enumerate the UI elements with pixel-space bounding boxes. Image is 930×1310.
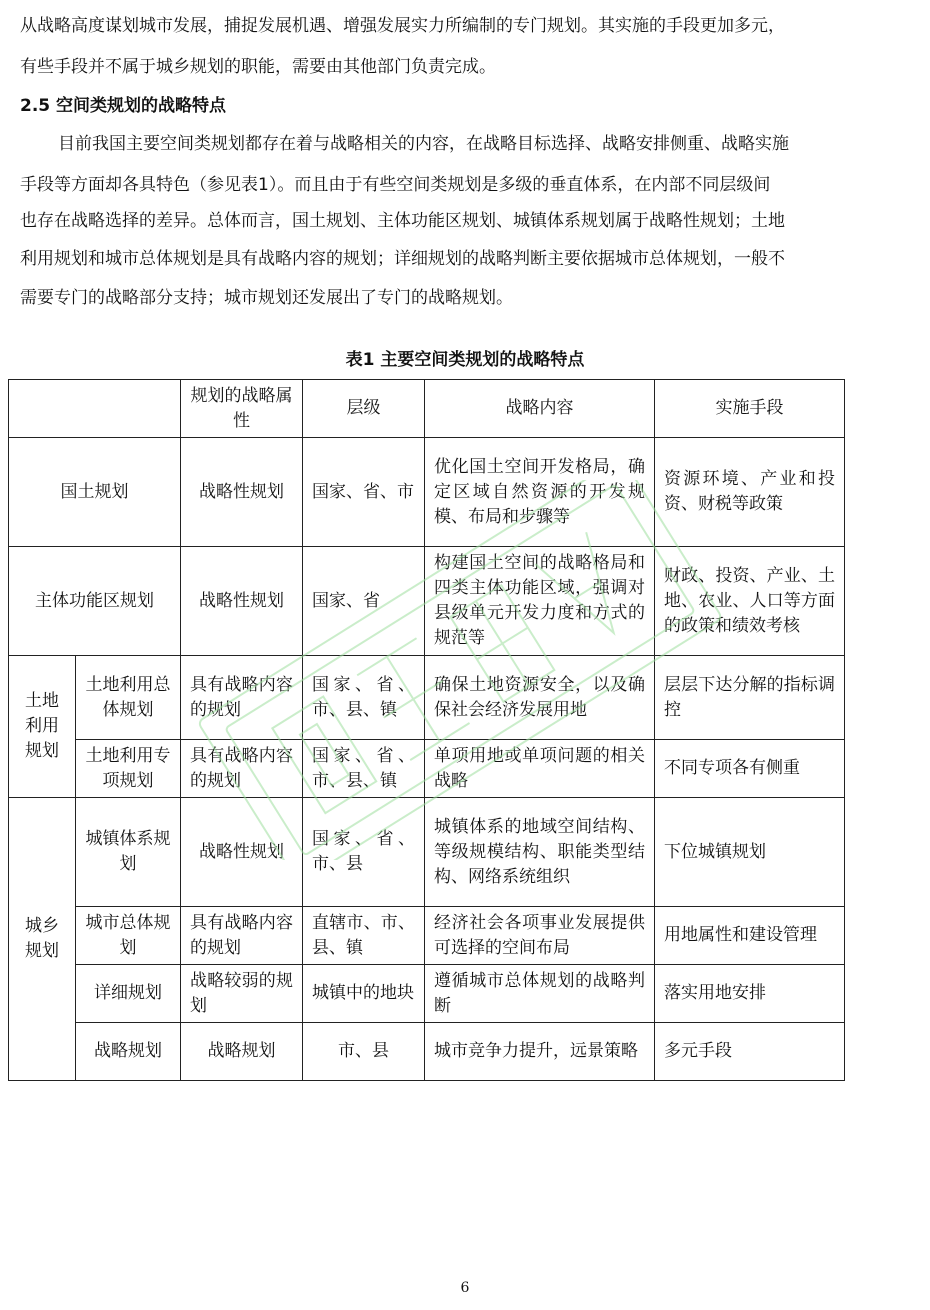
- row-level-cell: 市、县: [303, 1023, 425, 1081]
- row-content-cell: 单项用地或单项问题的相关战略: [425, 740, 655, 798]
- row-attr-cell: 战略性规划: [181, 438, 303, 547]
- row-name-cell: 详细规划: [76, 965, 181, 1023]
- row-level-cell: 国家、省、市: [303, 438, 425, 547]
- group-label-cell: 土地利用规划: [9, 656, 76, 798]
- row-content-cell: 城市竞争力提升，远景策略: [425, 1023, 655, 1081]
- table-row: [9, 907, 845, 965]
- row-content-cell: 遵循城市总体规划的战略判断: [425, 965, 655, 1023]
- section-heading: 2.5 空间类规划的战略特点: [20, 96, 227, 116]
- table-row: [9, 798, 845, 907]
- row-level-cell: 国家、省: [303, 547, 425, 656]
- table-header-row: [9, 380, 845, 438]
- text-line: 需要专门的战略部分支持；城市规划还发展出了专门的战略规划。: [20, 288, 513, 308]
- row-level-cell: 国家、省、市、县、镇: [303, 740, 425, 798]
- row-content-cell: 城镇体系的地域空间结构、等级规模结构、职能类型结构、网络系统组织: [425, 798, 655, 907]
- row-attr-cell: 战略性规划: [181, 798, 303, 907]
- row-name-cell: 战略规划: [76, 1023, 181, 1081]
- row-level-cell: 城镇中的地块: [303, 965, 425, 1023]
- header-cell-attr: 规划的战略属性: [181, 380, 303, 438]
- header-cell-empty: [9, 380, 181, 438]
- row-name-cell: 国土规划: [9, 438, 181, 547]
- row-level-cell: 国家、省、市、县、镇: [303, 656, 425, 740]
- header-cell-means: 实施手段: [655, 380, 845, 438]
- strategy-table: [8, 379, 845, 1081]
- table-row: [9, 740, 845, 798]
- text-line: 也存在战略选择的差异。总体而言，国土规划、主体功能区规划、城镇体系规划属于战略性规划；土地: [20, 211, 785, 231]
- row-means-cell: 下位城镇规划: [655, 798, 845, 907]
- row-name-cell: 主体功能区规划: [9, 547, 181, 656]
- table-row: [9, 547, 845, 656]
- table-row: [9, 965, 845, 1023]
- row-means-cell: 不同专项各有侧重: [655, 740, 845, 798]
- text-line: 有些手段并不属于城乡规划的职能，需要由其他部门负责完成。: [20, 57, 496, 77]
- text-line: 目前我国主要空间类规划都存在着与战略相关的内容，在战略目标选择、战略安排侧重、战略实施: [58, 134, 789, 154]
- table-row: [9, 438, 845, 547]
- header-cell-level: 层级: [303, 380, 425, 438]
- row-means-cell: 财政、投资、产业、土地、农业、人口等方面的政策和绩效考核: [655, 547, 845, 656]
- row-content-cell: 经济社会各项事业发展提供可选择的空间布局: [425, 907, 655, 965]
- row-attr-cell: 具有战略内容的规划: [181, 740, 303, 798]
- row-attr-cell: 具有战略内容的规划: [181, 907, 303, 965]
- row-level-cell: 国家、省、市、县: [303, 798, 425, 907]
- row-means-cell: 资源环境、产业和投资、财税等政策: [655, 438, 845, 547]
- row-attr-cell: 战略较弱的规划: [181, 965, 303, 1023]
- text-line: 从战略高度谋划城市发展，捕捉发展机遇、增强发展实力所编制的专门规划。其实施的手段更加多元，: [20, 16, 785, 36]
- row-content-cell: 构建国土空间的战略格局和四类主体功能区域，强调对县级单元开发力度和方式的规范等: [425, 547, 655, 656]
- table-caption: 表1 主要空间类规划的战略特点: [345, 350, 585, 370]
- row-means-cell: 层层下达分解的指标调控: [655, 656, 845, 740]
- table-row: [9, 656, 845, 740]
- group-label-cell: 城乡规划: [9, 798, 76, 1081]
- row-name-cell: 城镇体系规划: [76, 798, 181, 907]
- row-content-cell: 优化国土空间开发格局，确定区域自然资源的开发规模、布局和步骤等: [425, 438, 655, 547]
- row-level-cell: 直辖市、市、县、镇: [303, 907, 425, 965]
- row-name-cell: 土地利用专项规划: [76, 740, 181, 798]
- row-attr-cell: 战略规划: [181, 1023, 303, 1081]
- row-attr-cell: 具有战略内容的规划: [181, 656, 303, 740]
- text-line: 利用规划和城市总体规划是具有战略内容的规划；详细规划的战略判断主要依据城市总体规划，一般不: [20, 249, 785, 269]
- text-line: 手段等方面却各具特色（参见表1）。而且由于有些空间类规划是多级的垂直体系，在内部不同层级间: [20, 175, 771, 195]
- row-name-cell: 城市总体规划: [76, 907, 181, 965]
- table-row: [9, 1023, 845, 1081]
- row-attr-cell: 战略性规划: [181, 547, 303, 656]
- page-number: 6: [460, 1280, 470, 1296]
- row-name-cell: 土地利用总体规划: [76, 656, 181, 740]
- header-cell-content: 战略内容: [425, 380, 655, 438]
- row-content-cell: 确保土地资源安全，以及确保社会经济发展用地: [425, 656, 655, 740]
- row-means-cell: 用地属性和建设管理: [655, 907, 845, 965]
- row-means-cell: 多元手段: [655, 1023, 845, 1081]
- row-means-cell: 落实用地安排: [655, 965, 845, 1023]
